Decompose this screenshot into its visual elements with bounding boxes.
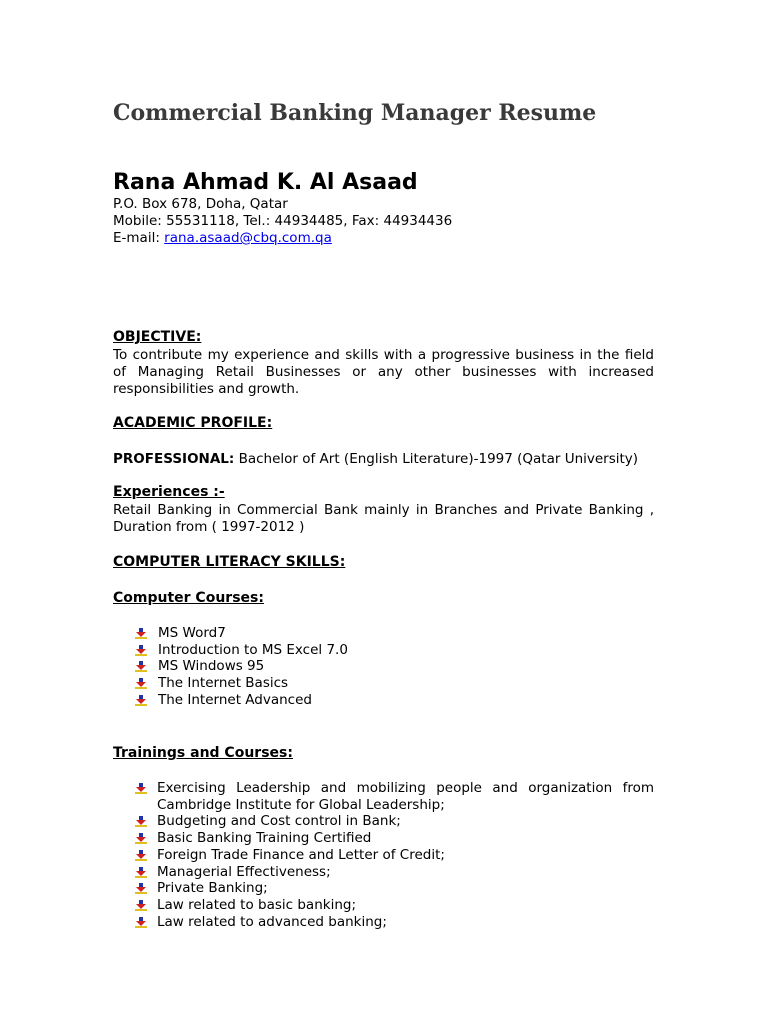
computer-course-item-text: Introduction to MS Excel 7.0 [158, 641, 348, 658]
arrow-down-bullet-icon [135, 917, 147, 928]
experiences-heading: Experiences :- [113, 484, 225, 500]
training-item [135, 880, 654, 897]
email-line [113, 230, 452, 247]
address-line: P.O. Box 678, Doha, Qatar [113, 196, 288, 212]
training-item [135, 830, 654, 847]
computer-course-item-text: The Internet Advanced [158, 691, 312, 708]
computer-course-item [135, 625, 654, 642]
arrow-down-bullet-icon [135, 628, 147, 639]
training-item [135, 813, 654, 830]
arrow-down-bullet-icon [135, 661, 147, 672]
doc-title: Commercial Banking Manager Resume [113, 100, 597, 126]
training-item-text: Private Banking; [157, 880, 268, 897]
computer-course-item [135, 642, 654, 659]
email-label: E-mail: [113, 230, 165, 246]
phone-line: Mobile: 55531118, Tel.: 44934485, Fax: 44934436 [113, 213, 453, 229]
computer-courses-list [135, 625, 654, 709]
arrow-down-bullet-icon [135, 678, 147, 689]
arrow-down-bullet-icon [135, 645, 147, 656]
arrow-down-bullet-icon [135, 900, 147, 911]
computer-literacy-heading: COMPUTER LITERACY SKILLS: [113, 554, 346, 570]
computer-course-item [135, 692, 654, 709]
computer-course-item-text: The Internet Basics [158, 675, 289, 692]
training-item [135, 897, 654, 914]
training-item-text: Basic Banking Training Certified [157, 830, 372, 847]
training-item-text: Managerial Effectiveness; [157, 863, 331, 880]
arrow-down-bullet-icon [135, 833, 147, 844]
computer-course-item [135, 658, 654, 675]
trainings-list [135, 780, 654, 930]
arrow-down-bullet-icon [135, 695, 147, 706]
trainings-heading: Trainings and Courses: [113, 745, 293, 761]
training-item [135, 864, 654, 881]
computer-course-item-text: MS Word7 [158, 625, 226, 641]
arrow-down-bullet-icon [135, 867, 147, 878]
applicant-name: Rana Ahmad K. Al Asaad [113, 170, 418, 195]
professional-label: PROFESSIONAL: [113, 451, 235, 467]
training-item [135, 847, 654, 864]
arrow-down-bullet-icon [135, 850, 147, 861]
training-item-text: Exercising Leadership and mobilizing people and organization from Cambridge Institute for Global Leadership; [157, 780, 654, 813]
training-item-text: Law related to advanced banking; [157, 913, 387, 930]
contact-block [113, 196, 452, 247]
computer-course-item [135, 675, 654, 692]
training-item-text: Foreign Trade Finance and Letter of Credit; [157, 846, 445, 863]
computer-courses-heading: Computer Courses: [113, 590, 264, 606]
arrow-down-bullet-icon [135, 816, 147, 827]
training-item-text: Law related to basic banking; [157, 896, 356, 913]
objective-text: To contribute my experience and skills with a progressive business in the field of Managing Retail Businesses or any other businesses with increased responsibilities and growth. [113, 347, 654, 397]
training-item [135, 780, 654, 813]
computer-course-item-text: MS Windows 95 [158, 658, 265, 675]
training-item-text: Budgeting and Cost control in Bank; [157, 813, 401, 830]
professional-text: Bachelor of Art (English Literature)-1997 (Qatar University) [234, 451, 639, 467]
experiences-text: Retail Banking in Commercial Bank mainly in Branches and Private Banking , Duration from ( 1997-2012 ) [113, 502, 654, 535]
arrow-down-bullet-icon [135, 883, 147, 894]
professional-line [113, 451, 638, 467]
academic-heading: ACADEMIC PROFILE: [113, 415, 273, 431]
email-link[interactable]: rana.asaad@cbq.com.qa [164, 230, 332, 246]
training-item [135, 914, 654, 931]
arrow-down-bullet-icon [135, 783, 147, 794]
objective-heading: OBJECTIVE: [113, 329, 202, 345]
